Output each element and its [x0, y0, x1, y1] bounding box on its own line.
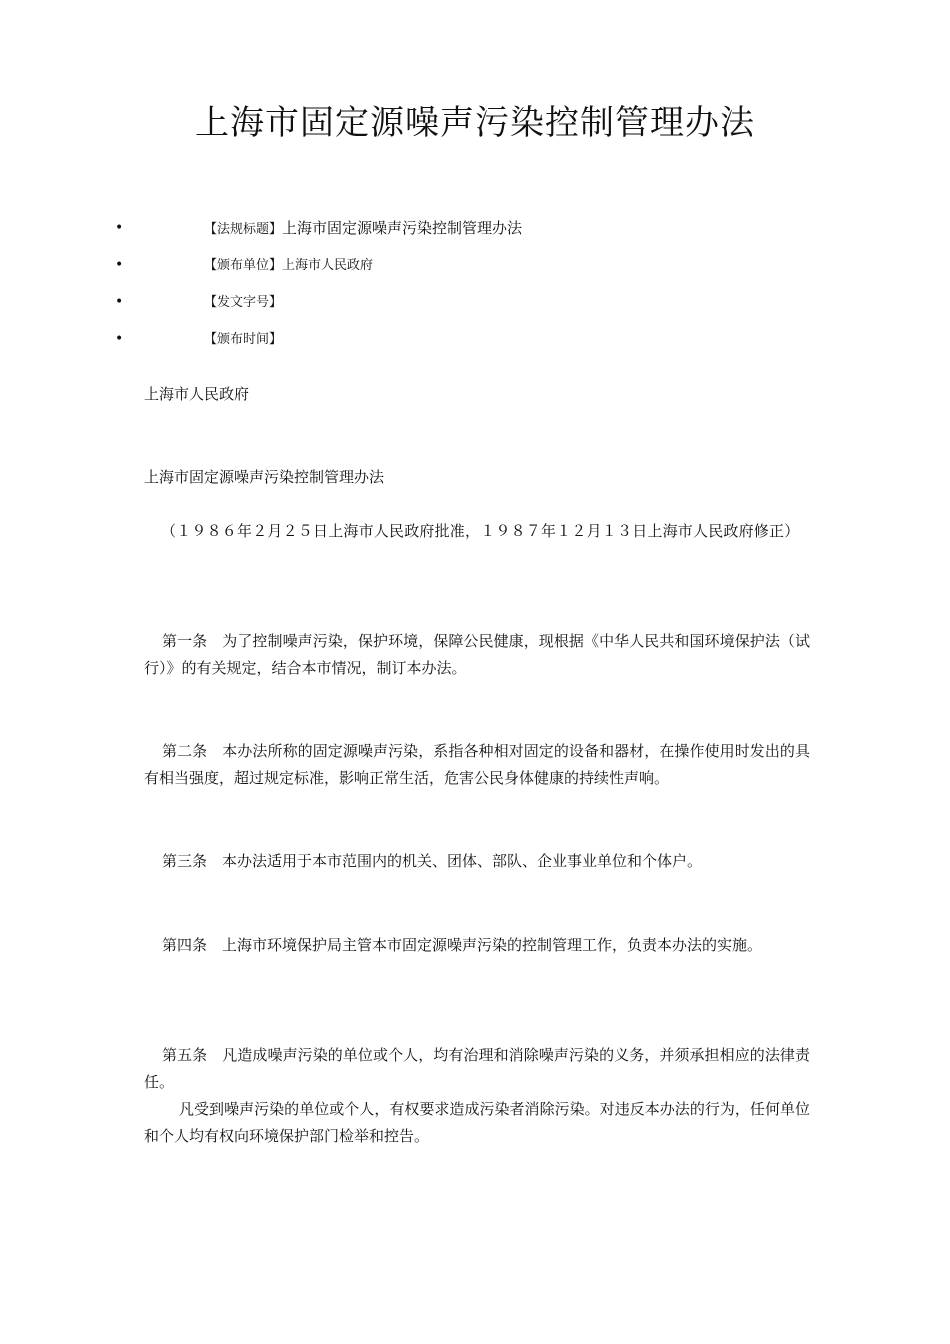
- approval-note: （１９８６年２月２５日上海市人民政府批准，１９８７年１２月１３日上海市人民政府修正）: [161, 522, 800, 540]
- bullet-icon: •: [115, 220, 124, 236]
- metadata-label: 【颁布时间】: [204, 332, 283, 347]
- metadata-text: [204, 210, 522, 248]
- article-4: 第四条 上海市环境保护局主管本市固定源噪声污染的控制管理工作，负责本办法的实施。: [162, 936, 763, 954]
- metadata-label: 【发文字号】: [204, 295, 283, 310]
- article-5-paragraph-2: 凡受到噪声污染的单位或个人，有权要求造成污染者消除污染。对违反本办法的行为，任何单位和个人均有权向环境保护部门检举和控告。: [144, 1100, 810, 1145]
- metadata-value: 上海市人民政府: [282, 258, 374, 273]
- article-2: 第二条 本办法所称的固定源噪声污染，系指各种相对固定的设备和器材，在操作使用时发出的具有相当强度，超过规定标准，影响正常生活，危害公民身体健康的持续性声响。: [144, 742, 810, 787]
- article-1: 第一条 为了控制噪声污染，保护环境，保障公民健康，现根据《中华人民共和国环境保护法（试行）》的有关规定，结合本市情况，制订本办法。: [144, 632, 810, 677]
- regulation-name: 上海市固定源噪声污染控制管理办法: [144, 468, 385, 486]
- metadata-item-issue-date: [0, 321, 950, 358]
- metadata-text: [204, 284, 282, 321]
- metadata-value: 上海市固定源噪声污染控制管理办法: [282, 219, 523, 237]
- metadata-label: 【颁布单位】: [204, 258, 283, 273]
- metadata-list: [0, 210, 950, 358]
- bullet-icon: •: [115, 294, 124, 310]
- metadata-item-document-number: [0, 284, 950, 321]
- metadata-item-title: [0, 210, 950, 247]
- article-3: 第三条 本办法适用于本市范围内的机关、团体、部队、企业事业单位和个体户。: [162, 852, 703, 870]
- metadata-text: [204, 321, 282, 358]
- issuer-line: 上海市人民政府: [144, 385, 250, 403]
- metadata-text: [204, 247, 373, 284]
- document-title: 上海市固定源噪声污染控制管理办法: [195, 103, 755, 143]
- article-5: 第五条 凡造成噪声污染的单位或个人，均有治理和消除噪声污染的义务，并须承担相应的法律责任。: [144, 1046, 810, 1091]
- metadata-item-issuer: [0, 247, 950, 284]
- bullet-icon: •: [115, 257, 124, 273]
- metadata-label: 【法规标题】: [204, 222, 283, 237]
- bullet-icon: •: [115, 331, 124, 347]
